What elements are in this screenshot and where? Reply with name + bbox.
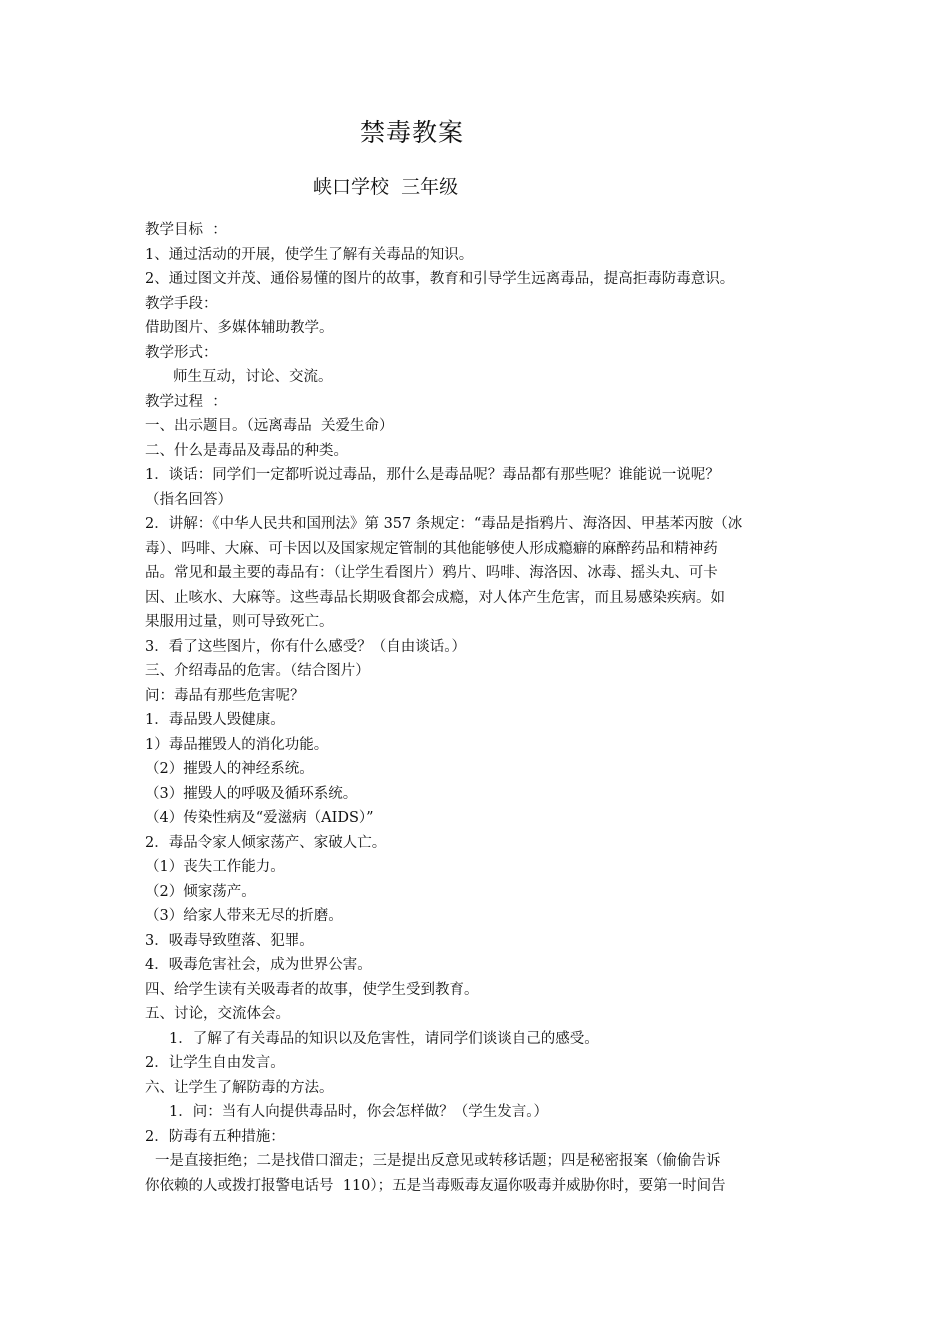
text-line: （1）丧失工作能力。 — [145, 859, 285, 875]
text-line: 教学过程 ： — [145, 393, 227, 410]
text-line: （指名回答） — [145, 491, 232, 508]
text-line: 4．吸毒危害社会，成为世界公害。 — [145, 957, 372, 973]
text-line: 品。常见和最主要的毒品有：（让学生看图片）鸦片、吗啡、海洛因、冰毒、摇头丸、可卡 — [145, 565, 718, 581]
text-line: （3）摧毁人的呼吸及循环系统。 — [145, 785, 358, 802]
text-line: 果服用过量，则可导致死亡。 — [145, 614, 334, 630]
text-line: （4）传染性病及“爱滋病（AIDS）” — [145, 810, 374, 826]
text-line: 2．让学生自由发言。 — [145, 1055, 285, 1071]
text-line: 教学手段： — [145, 295, 218, 312]
text-line: 3．看了这些图片，你有什么感受？（自由谈话。） — [145, 638, 466, 655]
text-line: （2）摧毁人的神经系统。 — [145, 761, 314, 777]
text-line: （2）倾家荡产。 — [145, 883, 256, 900]
text-line: 一是直接拒绝；二是找借口溜走；三是提出反意见或转移话题；四是秘密报案（偷偷告诉 — [155, 1153, 721, 1169]
text-line: 教学形式： — [145, 344, 218, 361]
text-line: 师生互动，讨论、交流。 — [173, 369, 333, 385]
text-line: 教学目标 ： — [145, 222, 227, 238]
text-line: 毒）、吗啡、大麻、可卡因以及国家规定管制的其他能够使人形成瘾癖的麻醉药品和精神药 — [145, 540, 718, 557]
text-line: 2．防毒有五种措施： — [145, 1128, 285, 1145]
text-line: 1．问：当有人向提供毒品时，你会怎样做？（学生发言。） — [169, 1104, 548, 1120]
text-line: 六、让学生了解防毒的方法。 — [145, 1079, 334, 1096]
text-line: 2．毒品令家人倾家荡产、家破人亡。 — [145, 834, 387, 851]
text-line: 2．讲解：《中华人民共和国刑法》第 357 条规定：“毒品是指鸦片、海洛因、甲基苯丙胺（冰 — [145, 516, 743, 532]
text-line: 借助图片、多媒体辅助教学。 — [145, 320, 334, 336]
text-line: 因、止咳水、大麻等。这些毒品长期吸食都会成瘾，对人体产生危害，而且易感染疾病。如 — [145, 589, 725, 606]
text-line: 你依赖的人或拨打报警电话号 110）；五是当毒贩毒友逼你吸毒并威胁你时，要第一时间告 — [145, 1177, 726, 1194]
document-title: 禁毒教案 — [360, 118, 465, 147]
text-line: 1、通过活动的开展，使学生了解有关毒品的知识。 — [145, 246, 474, 263]
text-line: （3）给家人带来无尽的折磨。 — [145, 908, 343, 924]
text-line: 1）毒品摧毁人的消化功能。 — [145, 736, 329, 753]
text-line: 问：毒品有那些危害呢？ — [145, 687, 305, 704]
document-subtitle: 峡口学校 三年级 — [313, 176, 459, 198]
document-body — [145, 218, 810, 1198]
text-line: 二、什么是毒品及毒品的种类。 — [145, 442, 348, 459]
text-line: 1．毒品毁人毁健康。 — [145, 712, 285, 728]
text-line: 2、通过图文并茂、通俗易懂的图片的故事，教育和引导学生远离毒品，提高拒毒防毒意识。 — [145, 271, 735, 287]
text-line: 1．谈话：同学们一定都听说过毒品，那什么是毒品呢？毒品都有那些呢？谁能说一说呢？ — [145, 467, 720, 483]
text-line: 四、给学生读有关吸毒者的故事，使学生受到教育。 — [145, 981, 479, 998]
text-line: 三、介绍毒品的危害。（结合图片） — [145, 663, 370, 679]
text-line: 3．吸毒导致堕落、犯罪。 — [145, 932, 314, 949]
text-line: 五、讨论，交流体会。 — [145, 1006, 290, 1022]
text-line: 一、出示题目。（远离毒品 关爱生命） — [145, 418, 394, 434]
text-line: 1．了解了有关毒品的知识以及危害性，请同学们谈谈自己的感受。 — [169, 1030, 599, 1047]
